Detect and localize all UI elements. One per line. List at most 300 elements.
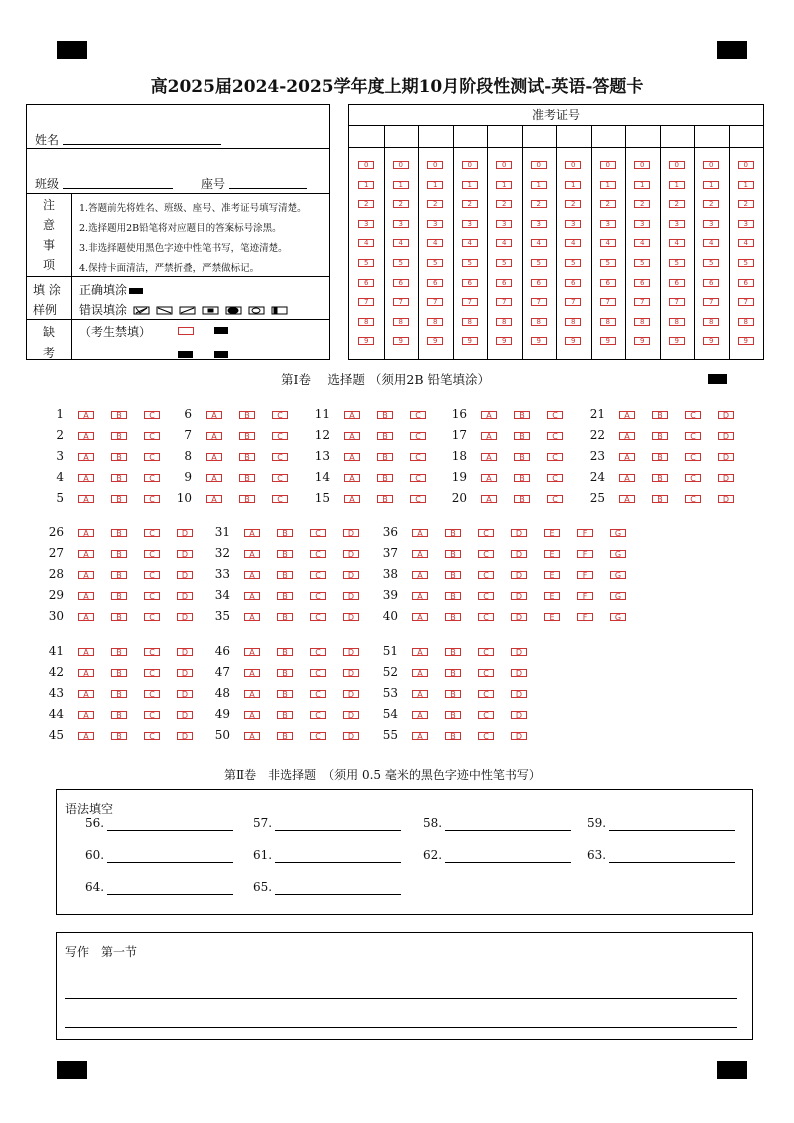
ticket-digit-bubble[interactable]: 1 xyxy=(462,181,478,189)
answer-bubble[interactable]: B xyxy=(514,411,530,419)
ticket-digit-bubble[interactable]: 2 xyxy=(703,200,719,208)
ticket-digit-bubble[interactable]: 9 xyxy=(703,337,719,345)
answer-bubble[interactable]: B xyxy=(514,495,530,503)
answer-bubble[interactable]: C xyxy=(685,453,701,461)
ticket-digit-bubble[interactable]: 4 xyxy=(669,239,685,247)
answer-bubble[interactable]: C xyxy=(685,495,701,503)
answer-bubble[interactable]: C xyxy=(547,411,563,419)
ticket-digit-bubble[interactable]: 3 xyxy=(703,220,719,228)
answer-bubble[interactable]: B xyxy=(445,571,461,579)
ticket-digit-bubble[interactable]: 6 xyxy=(462,279,478,287)
answer-bubble[interactable]: B xyxy=(377,411,393,419)
answer-bubble[interactable]: B xyxy=(445,732,461,740)
answer-bubble[interactable]: A xyxy=(244,648,260,656)
answer-bubble[interactable]: A xyxy=(244,613,260,621)
answer-bubble[interactable]: D xyxy=(511,711,527,719)
ticket-digit-bubble[interactable]: 8 xyxy=(669,318,685,326)
ticket-digit-bubble[interactable]: 8 xyxy=(531,318,547,326)
ticket-digit-bubble[interactable]: 0 xyxy=(427,161,443,169)
ticket-digit-bubble[interactable]: 0 xyxy=(393,161,409,169)
answer-bubble[interactable]: C xyxy=(478,648,494,656)
answer-bubble[interactable]: C xyxy=(144,411,160,419)
answer-bubble[interactable]: C xyxy=(478,592,494,600)
answer-bubble[interactable]: B xyxy=(377,474,393,482)
seat-field[interactable] xyxy=(229,188,307,189)
answer-bubble[interactable]: A xyxy=(481,453,497,461)
answer-bubble[interactable]: D xyxy=(511,529,527,537)
ticket-digit-bubble[interactable]: 7 xyxy=(496,298,512,306)
answer-bubble[interactable]: D xyxy=(343,669,359,677)
answer-bubble[interactable]: B xyxy=(239,474,255,482)
answer-bubble[interactable]: C xyxy=(310,571,326,579)
answer-bubble[interactable]: C xyxy=(310,669,326,677)
answer-bubble[interactable]: A xyxy=(619,474,635,482)
answer-bubble[interactable]: A xyxy=(412,732,428,740)
ticket-digit-bubble[interactable]: 7 xyxy=(600,298,616,306)
answer-bubble[interactable]: F xyxy=(577,613,593,621)
ticket-digit-bubble[interactable]: 1 xyxy=(531,181,547,189)
ticket-digit-bubble[interactable]: 3 xyxy=(427,220,443,228)
ticket-digit-bubble[interactable]: 7 xyxy=(703,298,719,306)
answer-bubble[interactable]: B xyxy=(445,648,461,656)
grammar-answer-field[interactable] xyxy=(275,894,401,895)
answer-bubble[interactable]: D xyxy=(511,690,527,698)
ticket-digit-bubble[interactable]: 4 xyxy=(358,239,374,247)
answer-bubble[interactable]: A xyxy=(78,732,94,740)
ticket-digit-bubble[interactable]: 4 xyxy=(496,239,512,247)
answer-bubble[interactable]: B xyxy=(277,732,293,740)
answer-bubble[interactable]: A xyxy=(481,474,497,482)
answer-bubble[interactable]: B xyxy=(111,732,127,740)
ticket-digit-bubble[interactable]: 3 xyxy=(738,220,754,228)
ticket-digit-bubble[interactable]: 1 xyxy=(565,181,581,189)
answer-bubble[interactable]: B xyxy=(377,453,393,461)
ticket-digit-bubble[interactable]: 6 xyxy=(427,279,443,287)
ticket-digit-bubble[interactable]: 8 xyxy=(565,318,581,326)
answer-bubble[interactable]: C xyxy=(410,432,426,440)
ticket-digit-bubble[interactable]: 4 xyxy=(427,239,443,247)
ticket-digit-bubble[interactable]: 3 xyxy=(634,220,650,228)
ticket-digit-bubble[interactable]: 7 xyxy=(427,298,443,306)
grammar-answer-field[interactable] xyxy=(275,830,401,831)
ticket-digit-bubble[interactable]: 7 xyxy=(462,298,478,306)
ticket-digit-bubble[interactable]: 2 xyxy=(427,200,443,208)
answer-bubble[interactable]: B xyxy=(277,669,293,677)
answer-bubble[interactable]: B xyxy=(652,495,668,503)
answer-bubble[interactable]: A xyxy=(619,453,635,461)
answer-bubble[interactable]: C xyxy=(478,690,494,698)
grammar-answer-field[interactable] xyxy=(609,830,735,831)
answer-bubble[interactable]: A xyxy=(344,432,360,440)
answer-bubble[interactable]: C xyxy=(310,592,326,600)
answer-bubble[interactable]: D xyxy=(177,529,193,537)
answer-bubble[interactable]: B xyxy=(277,529,293,537)
answer-bubble[interactable]: D xyxy=(177,690,193,698)
ticket-digit-bubble[interactable]: 1 xyxy=(496,181,512,189)
answer-bubble[interactable]: A xyxy=(344,495,360,503)
answer-bubble[interactable]: C xyxy=(272,411,288,419)
answer-bubble[interactable]: A xyxy=(78,495,94,503)
ticket-digit-bubble[interactable]: 1 xyxy=(703,181,719,189)
answer-bubble[interactable]: A xyxy=(78,648,94,656)
answer-bubble[interactable]: D xyxy=(343,732,359,740)
ticket-digit-bubble[interactable]: 9 xyxy=(738,337,754,345)
answer-bubble[interactable]: C xyxy=(272,495,288,503)
answer-bubble[interactable]: A xyxy=(78,432,94,440)
ticket-digit-bubble[interactable]: 1 xyxy=(600,181,616,189)
answer-bubble[interactable]: B xyxy=(277,648,293,656)
ticket-digit-bubble[interactable]: 9 xyxy=(393,337,409,345)
ticket-digit-bubble[interactable]: 0 xyxy=(531,161,547,169)
answer-bubble[interactable]: C xyxy=(478,613,494,621)
answer-bubble[interactable]: B xyxy=(111,571,127,579)
ticket-digit-bubble[interactable]: 4 xyxy=(531,239,547,247)
answer-bubble[interactable]: D xyxy=(511,732,527,740)
answer-bubble[interactable]: C xyxy=(144,613,160,621)
ticket-digit-bubble[interactable]: 7 xyxy=(565,298,581,306)
answer-bubble[interactable]: D xyxy=(343,711,359,719)
ticket-digit-bubble[interactable]: 2 xyxy=(531,200,547,208)
ticket-digit-bubble[interactable]: 5 xyxy=(669,259,685,267)
answer-bubble[interactable]: B xyxy=(445,529,461,537)
answer-bubble[interactable]: F xyxy=(577,529,593,537)
ticket-digit-bubble[interactable]: 5 xyxy=(393,259,409,267)
writing-line-1[interactable] xyxy=(65,998,737,999)
ticket-digit-bubble[interactable]: 1 xyxy=(634,181,650,189)
ticket-digit-bubble[interactable]: 2 xyxy=(358,200,374,208)
grammar-answer-field[interactable] xyxy=(445,862,571,863)
ticket-digit-bubble[interactable]: 1 xyxy=(669,181,685,189)
answer-bubble[interactable]: B xyxy=(277,592,293,600)
ticket-digit-bubble[interactable]: 3 xyxy=(565,220,581,228)
answer-bubble[interactable]: D xyxy=(511,613,527,621)
ticket-digit-bubble[interactable]: 9 xyxy=(462,337,478,345)
answer-bubble[interactable]: C xyxy=(272,474,288,482)
ticket-digit-bubble[interactable]: 6 xyxy=(738,279,754,287)
class-field[interactable] xyxy=(63,188,173,189)
answer-bubble[interactable]: B xyxy=(111,711,127,719)
ticket-digit-bubble[interactable]: 3 xyxy=(393,220,409,228)
ticket-digit-bubble[interactable]: 1 xyxy=(358,181,374,189)
ticket-digit-bubble[interactable]: 1 xyxy=(427,181,443,189)
answer-bubble[interactable]: A xyxy=(244,529,260,537)
answer-bubble[interactable]: B xyxy=(445,669,461,677)
answer-bubble[interactable]: C xyxy=(547,474,563,482)
ticket-digit-bubble[interactable]: 6 xyxy=(600,279,616,287)
answer-bubble[interactable]: C xyxy=(144,529,160,537)
answer-bubble[interactable]: B xyxy=(377,432,393,440)
answer-bubble[interactable]: C xyxy=(144,648,160,656)
answer-bubble[interactable]: C xyxy=(144,453,160,461)
answer-bubble[interactable]: A xyxy=(244,669,260,677)
answer-bubble[interactable]: D xyxy=(511,550,527,558)
answer-bubble[interactable]: C xyxy=(310,711,326,719)
ticket-digit-bubble[interactable]: 8 xyxy=(634,318,650,326)
ticket-digit-bubble[interactable]: 0 xyxy=(565,161,581,169)
answer-bubble[interactable]: B xyxy=(111,669,127,677)
answer-bubble[interactable]: A xyxy=(481,432,497,440)
answer-bubble[interactable]: D xyxy=(511,571,527,579)
answer-bubble[interactable]: D xyxy=(718,411,734,419)
answer-bubble[interactable]: C xyxy=(144,474,160,482)
ticket-digit-bubble[interactable]: 1 xyxy=(393,181,409,189)
grammar-answer-field[interactable] xyxy=(107,862,233,863)
answer-bubble[interactable]: C xyxy=(272,453,288,461)
ticket-digit-bubble[interactable]: 4 xyxy=(393,239,409,247)
ticket-digit-bubble[interactable]: 0 xyxy=(462,161,478,169)
answer-bubble[interactable]: C xyxy=(144,592,160,600)
ticket-digit-bubble[interactable]: 8 xyxy=(393,318,409,326)
answer-bubble[interactable]: C xyxy=(144,669,160,677)
answer-bubble[interactable]: E xyxy=(544,592,560,600)
answer-bubble[interactable]: D xyxy=(177,571,193,579)
ticket-digit-bubble[interactable]: 6 xyxy=(703,279,719,287)
ticket-digit-bubble[interactable]: 9 xyxy=(358,337,374,345)
answer-bubble[interactable]: C xyxy=(410,411,426,419)
ticket-digit-bubble[interactable]: 7 xyxy=(738,298,754,306)
ticket-digit-bubble[interactable]: 2 xyxy=(669,200,685,208)
answer-bubble[interactable]: C xyxy=(547,495,563,503)
answer-bubble[interactable]: F xyxy=(577,592,593,600)
answer-bubble[interactable]: D xyxy=(177,592,193,600)
answer-bubble[interactable]: A xyxy=(206,474,222,482)
answer-bubble[interactable]: B xyxy=(445,613,461,621)
answer-bubble[interactable]: A xyxy=(481,411,497,419)
answer-bubble[interactable]: C xyxy=(310,690,326,698)
answer-bubble[interactable]: D xyxy=(718,474,734,482)
answer-bubble[interactable]: C xyxy=(144,571,160,579)
answer-bubble[interactable]: B xyxy=(445,690,461,698)
grammar-answer-field[interactable] xyxy=(107,830,233,831)
ticket-digit-bubble[interactable]: 2 xyxy=(496,200,512,208)
answer-bubble[interactable]: A xyxy=(206,453,222,461)
ticket-digit-bubble[interactable]: 6 xyxy=(531,279,547,287)
ticket-digit-bubble[interactable]: 5 xyxy=(462,259,478,267)
answer-bubble[interactable]: B xyxy=(277,711,293,719)
answer-bubble[interactable]: D xyxy=(511,592,527,600)
answer-bubble[interactable]: A xyxy=(619,432,635,440)
ticket-digit-bubble[interactable]: 5 xyxy=(531,259,547,267)
answer-bubble[interactable]: B xyxy=(277,613,293,621)
ticket-digit-bubble[interactable]: 5 xyxy=(634,259,650,267)
answer-bubble[interactable]: A xyxy=(78,529,94,537)
answer-bubble[interactable]: B xyxy=(514,474,530,482)
ticket-digit-bubble[interactable]: 5 xyxy=(496,259,512,267)
answer-bubble[interactable]: C xyxy=(272,432,288,440)
ticket-digit-bubble[interactable]: 4 xyxy=(462,239,478,247)
answer-bubble[interactable]: A xyxy=(344,411,360,419)
answer-bubble[interactable]: B xyxy=(111,529,127,537)
answer-bubble[interactable]: C xyxy=(410,495,426,503)
answer-bubble[interactable]: A xyxy=(206,495,222,503)
answer-bubble[interactable]: A xyxy=(619,411,635,419)
ticket-digit-bubble[interactable]: 3 xyxy=(669,220,685,228)
answer-bubble[interactable]: C xyxy=(478,732,494,740)
answer-bubble[interactable]: A xyxy=(244,711,260,719)
answer-bubble[interactable]: C xyxy=(547,453,563,461)
answer-bubble[interactable]: C xyxy=(478,669,494,677)
answer-bubble[interactable]: A xyxy=(412,592,428,600)
answer-bubble[interactable]: E xyxy=(544,550,560,558)
answer-bubble[interactable]: D xyxy=(343,648,359,656)
ticket-digit-bubble[interactable]: 2 xyxy=(565,200,581,208)
answer-bubble[interactable]: A xyxy=(78,453,94,461)
ticket-digit-bubble[interactable]: 3 xyxy=(531,220,547,228)
ticket-digit-bubble[interactable]: 3 xyxy=(496,220,512,228)
ticket-digit-bubble[interactable]: 4 xyxy=(703,239,719,247)
answer-bubble[interactable]: C xyxy=(310,732,326,740)
answer-bubble[interactable]: C xyxy=(310,529,326,537)
answer-bubble[interactable]: B xyxy=(652,474,668,482)
ticket-digit-bubble[interactable]: 9 xyxy=(496,337,512,345)
answer-bubble[interactable]: B xyxy=(239,411,255,419)
answer-bubble[interactable]: A xyxy=(244,690,260,698)
answer-bubble[interactable]: B xyxy=(239,432,255,440)
ticket-digit-bubble[interactable]: 8 xyxy=(703,318,719,326)
answer-bubble[interactable]: B xyxy=(111,495,127,503)
ticket-digit-bubble[interactable]: 8 xyxy=(427,318,443,326)
ticket-digit-bubble[interactable]: 0 xyxy=(669,161,685,169)
answer-bubble[interactable]: A xyxy=(78,690,94,698)
ticket-digit-bubble[interactable]: 2 xyxy=(600,200,616,208)
ticket-digit-bubble[interactable]: 7 xyxy=(669,298,685,306)
answer-bubble[interactable]: D xyxy=(177,732,193,740)
ticket-digit-bubble[interactable]: 7 xyxy=(531,298,547,306)
answer-bubble[interactable]: B xyxy=(277,690,293,698)
ticket-digit-bubble[interactable]: 6 xyxy=(634,279,650,287)
answer-bubble[interactable]: A xyxy=(412,648,428,656)
answer-bubble[interactable]: C xyxy=(478,711,494,719)
answer-bubble[interactable]: C xyxy=(685,474,701,482)
answer-bubble[interactable]: B xyxy=(111,690,127,698)
answer-bubble[interactable]: B xyxy=(277,571,293,579)
grammar-answer-field[interactable] xyxy=(107,894,233,895)
grammar-answer-field[interactable] xyxy=(275,862,401,863)
answer-bubble[interactable]: E xyxy=(544,571,560,579)
ticket-digit-bubble[interactable]: 0 xyxy=(496,161,512,169)
ticket-digit-bubble[interactable]: 5 xyxy=(358,259,374,267)
answer-bubble[interactable]: D xyxy=(343,613,359,621)
answer-bubble[interactable]: B xyxy=(445,711,461,719)
ticket-digit-bubble[interactable]: 4 xyxy=(738,239,754,247)
answer-bubble[interactable]: G xyxy=(610,592,626,600)
absent-bubble[interactable] xyxy=(178,327,194,335)
answer-bubble[interactable]: C xyxy=(410,474,426,482)
answer-bubble[interactable]: C xyxy=(310,613,326,621)
answer-bubble[interactable]: A xyxy=(412,529,428,537)
answer-bubble[interactable]: B xyxy=(239,495,255,503)
answer-bubble[interactable]: D xyxy=(511,669,527,677)
answer-bubble[interactable]: D xyxy=(343,690,359,698)
answer-bubble[interactable]: F xyxy=(577,550,593,558)
ticket-digit-bubble[interactable]: 3 xyxy=(462,220,478,228)
answer-bubble[interactable]: A xyxy=(78,613,94,621)
answer-bubble[interactable]: A xyxy=(78,669,94,677)
ticket-digit-bubble[interactable]: 7 xyxy=(634,298,650,306)
answer-bubble[interactable]: A xyxy=(344,474,360,482)
answer-bubble[interactable]: D xyxy=(718,432,734,440)
answer-bubble[interactable]: B xyxy=(652,453,668,461)
ticket-digit-bubble[interactable]: 2 xyxy=(738,200,754,208)
ticket-digit-bubble[interactable]: 4 xyxy=(600,239,616,247)
answer-bubble[interactable]: D xyxy=(718,495,734,503)
answer-bubble[interactable]: B xyxy=(111,592,127,600)
answer-bubble[interactable]: B xyxy=(239,453,255,461)
ticket-digit-bubble[interactable]: 8 xyxy=(496,318,512,326)
answer-bubble[interactable]: B xyxy=(111,411,127,419)
ticket-digit-bubble[interactable]: 4 xyxy=(634,239,650,247)
ticket-digit-bubble[interactable]: 8 xyxy=(462,318,478,326)
ticket-digit-bubble[interactable]: 5 xyxy=(738,259,754,267)
answer-bubble[interactable]: A xyxy=(244,550,260,558)
answer-bubble[interactable]: B xyxy=(111,474,127,482)
answer-bubble[interactable]: C xyxy=(310,648,326,656)
answer-bubble[interactable]: B xyxy=(652,411,668,419)
writing-line-2[interactable] xyxy=(65,1027,737,1028)
answer-bubble[interactable]: A xyxy=(78,411,94,419)
ticket-digit-bubble[interactable]: 9 xyxy=(634,337,650,345)
ticket-digit-bubble[interactable]: 0 xyxy=(600,161,616,169)
ticket-digit-bubble[interactable]: 2 xyxy=(462,200,478,208)
answer-bubble[interactable]: B xyxy=(445,592,461,600)
answer-bubble[interactable]: G xyxy=(610,571,626,579)
answer-bubble[interactable]: G xyxy=(610,550,626,558)
ticket-digit-bubble[interactable]: 9 xyxy=(565,337,581,345)
ticket-digit-bubble[interactable]: 5 xyxy=(565,259,581,267)
ticket-digit-bubble[interactable]: 5 xyxy=(600,259,616,267)
answer-bubble[interactable]: A xyxy=(412,669,428,677)
ticket-digit-bubble[interactable]: 4 xyxy=(565,239,581,247)
answer-bubble[interactable]: C xyxy=(144,432,160,440)
answer-bubble[interactable]: C xyxy=(144,732,160,740)
answer-bubble[interactable]: C xyxy=(310,550,326,558)
grammar-answer-field[interactable] xyxy=(609,862,735,863)
answer-bubble[interactable]: A xyxy=(412,690,428,698)
answer-bubble[interactable]: C xyxy=(478,529,494,537)
answer-bubble[interactable]: B xyxy=(111,432,127,440)
answer-bubble[interactable]: B xyxy=(111,648,127,656)
answer-bubble[interactable]: C xyxy=(410,453,426,461)
answer-bubble[interactable]: D xyxy=(343,571,359,579)
answer-bubble[interactable]: C xyxy=(144,690,160,698)
answer-bubble[interactable]: C xyxy=(144,495,160,503)
answer-bubble[interactable]: A xyxy=(412,571,428,579)
answer-bubble[interactable]: D xyxy=(343,592,359,600)
name-field[interactable] xyxy=(63,144,221,145)
ticket-digit-bubble[interactable]: 0 xyxy=(738,161,754,169)
ticket-digit-bubble[interactable]: 5 xyxy=(703,259,719,267)
ticket-digit-bubble[interactable]: 9 xyxy=(669,337,685,345)
ticket-digit-bubble[interactable]: 2 xyxy=(634,200,650,208)
ticket-digit-bubble[interactable]: 0 xyxy=(634,161,650,169)
answer-bubble[interactable]: B xyxy=(111,550,127,558)
answer-bubble[interactable]: A xyxy=(412,711,428,719)
answer-bubble[interactable]: E xyxy=(544,613,560,621)
ticket-digit-bubble[interactable]: 6 xyxy=(358,279,374,287)
answer-bubble[interactable]: B xyxy=(652,432,668,440)
ticket-digit-bubble[interactable]: 7 xyxy=(393,298,409,306)
ticket-digit-bubble[interactable]: 0 xyxy=(358,161,374,169)
answer-bubble[interactable]: A xyxy=(619,495,635,503)
answer-bubble[interactable]: A xyxy=(78,592,94,600)
answer-bubble[interactable]: A xyxy=(78,711,94,719)
answer-bubble[interactable]: G xyxy=(610,613,626,621)
ticket-digit-bubble[interactable]: 8 xyxy=(358,318,374,326)
answer-bubble[interactable]: G xyxy=(610,529,626,537)
answer-bubble[interactable]: A xyxy=(412,613,428,621)
answer-bubble[interactable]: C xyxy=(685,411,701,419)
answer-bubble[interactable]: A xyxy=(78,474,94,482)
